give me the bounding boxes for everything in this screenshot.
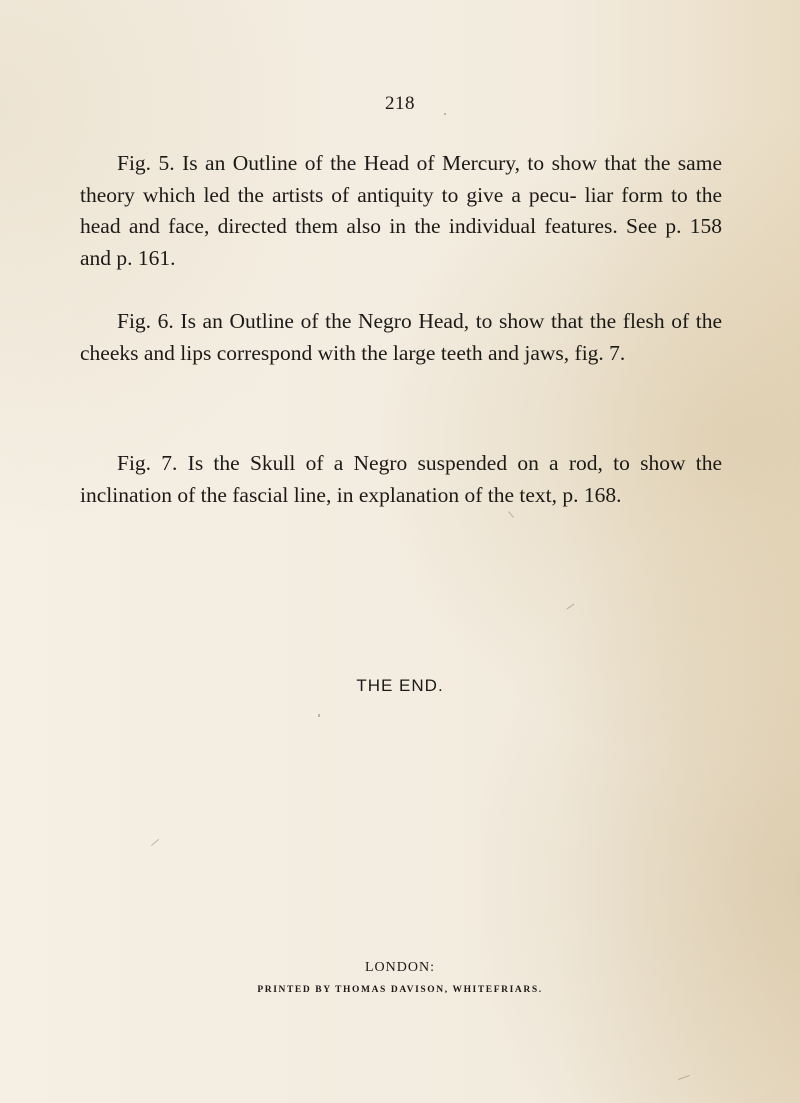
page-number: 218 bbox=[385, 93, 415, 114]
paragraph-text: Fig. 5. Is an Outline of the Head of Mercury, to show that the same theory which led the artists of antiquity to give a pecu- liar form to the head and face, directed them also in the individual features. See p. 158 and p. 161. bbox=[80, 151, 722, 270]
paper-speck bbox=[508, 511, 514, 518]
paragraph-text: Fig. 7. Is the Skull of a Negro suspended on a rod, to show the inclination of the fascial line, in explanation of the text, p. 168. bbox=[80, 451, 722, 507]
paragraph-text: Fig. 6. Is an Outline of the Negro Head, to show that the flesh of the cheeks and lips correspond with the large teeth and jaws, fig. 7. bbox=[80, 309, 722, 365]
the-end-heading: THE END. bbox=[356, 676, 444, 695]
imprint-printer: PRINTED BY THOMAS DAVISON, WHITEFRIARS. bbox=[257, 985, 543, 995]
paper-speck bbox=[567, 604, 575, 610]
figure-description-5 bbox=[80, 148, 722, 274]
paper-speck bbox=[318, 714, 320, 717]
paper-speck bbox=[151, 839, 159, 846]
imprint-city: LONDON: bbox=[365, 960, 435, 975]
figure-description-6 bbox=[80, 306, 722, 369]
paper-speck bbox=[678, 1075, 690, 1080]
figure-description-7 bbox=[80, 448, 722, 511]
paper-speck bbox=[444, 113, 446, 115]
